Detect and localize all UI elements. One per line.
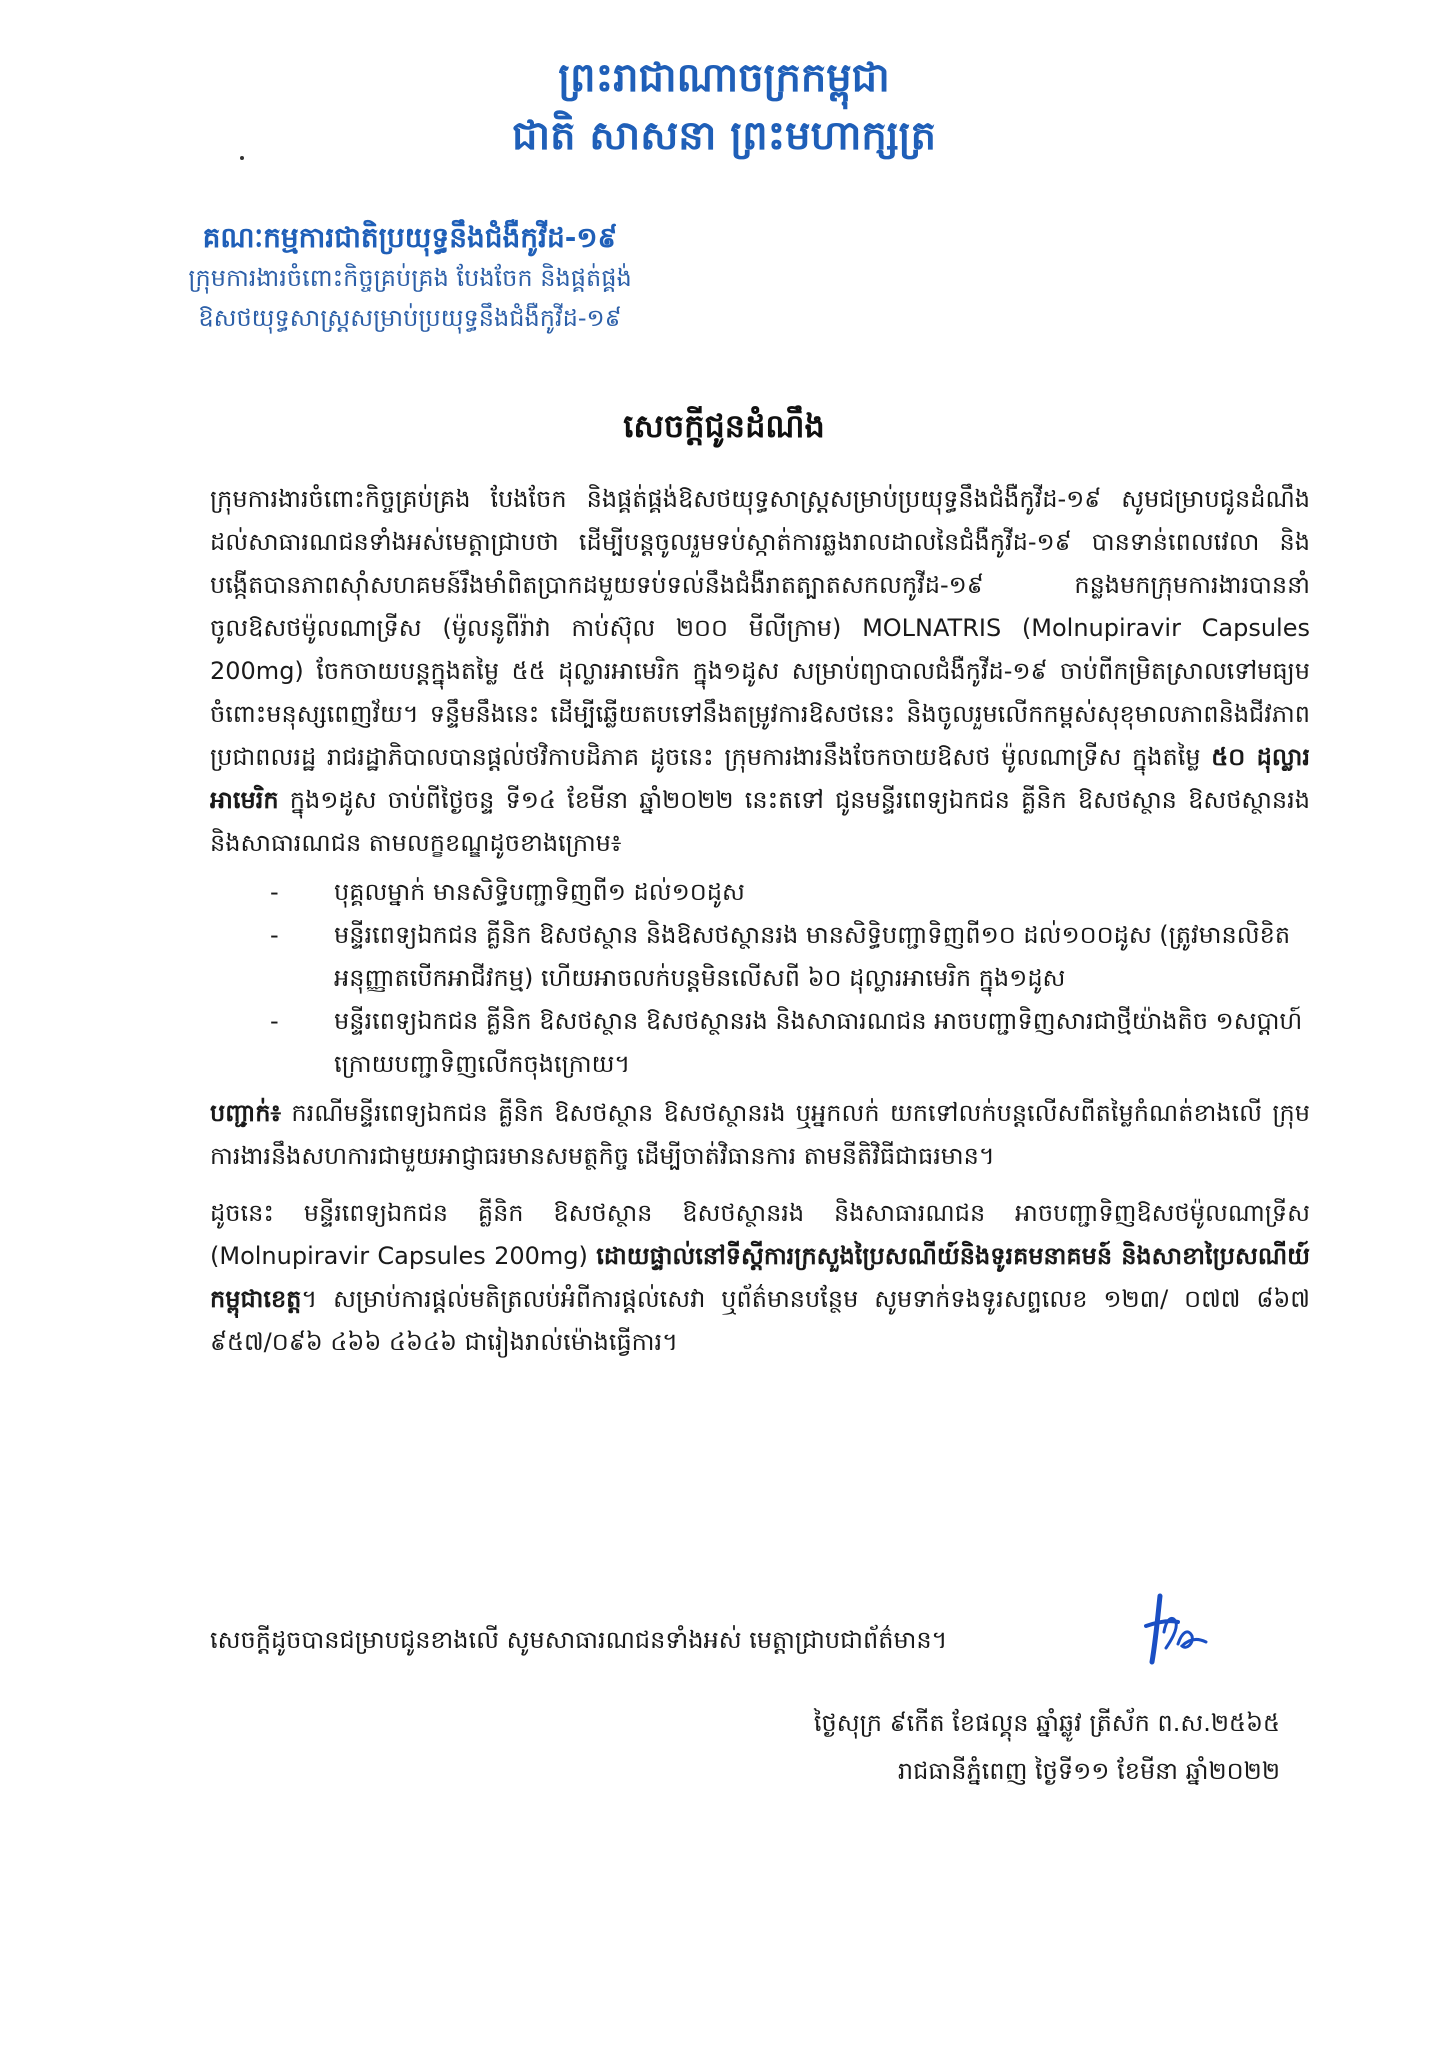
conditions-list <box>210 871 1310 1086</box>
ordering-text-part-1: ដូចនេះ មន្ទីរពេទ្យឯកជន គ្លីនិក ឱសថស្ថាន ឱសថស្ថានរង និងសាធារណជន អាចបញ្ជាទិញឱសថម៉ូលណាទ្រីស (Molnupiravir Capsules 200mg) <box>210 1199 1310 1270</box>
list-item <box>270 914 1310 1000</box>
dash-bullet: - <box>270 1007 279 1035</box>
solar-date: រាជធានីភ្នំពេញ ថ្ងៃទី១១ ខែមីនា ឆ្នាំ២០២២ <box>897 1757 1280 1785</box>
condition-text: មន្ទីរពេទ្យឯកជន គ្លីនិក ឱសថស្ថាន ឱសថស្ថានរង និងសាធារណជន អាចបញ្ជាទិញសារជាថ្មីយ៉ាងតិច ១សប្តាហ៍ក្រោយបញ្ជាទិញលើកចុងក្រោយ។ <box>334 1007 1303 1078</box>
closing-sentence: សេចក្តីដូចបានជម្រាបជូនខាងលើ សូមសាធារណជនទាំងអស់ មេត្តាជ្រាបជាព័ត៌មាន។ <box>210 1626 948 1654</box>
ordering-text-part-2: ។ សម្រាប់ការផ្តល់មតិត្រលប់អំពីការផ្តល់សេវា ឬព័ត៌មានបន្ថែម សូមទាក់ទងទូរសព្ទលេខ ១២៣/ ០៧៧ ៨៦៧ ៩៥៧/០៩៦ ៤៦៦ ៤៦៤៦ ជារៀងរាល់ម៉ោងធ្វើការ។ <box>210 1285 1310 1356</box>
price-highlight: ៥០ ដុល្លារ អាមេរិក <box>210 743 1310 814</box>
condition-text: មន្ទីរពេទ្យឯកជន គ្លីនិក ឱសថស្ថាន និងឱសថស្ថានរង មានសិទ្ធិបញ្ជាទិញពី១០ ដល់១០០ដូស (ត្រូវមានលិខិតអនុញ្ញាតបើកអាជីវកម្ម) ហើយអាចលក់បន្តមិនលើសពី ៦០ ដុល្លារអាមេរិក ក្នុង១ដូស <box>334 921 1291 992</box>
note-text: ករណីមន្ទីរពេទ្យឯកជន គ្លីនិក ឱសថស្ថាន ឱសថស្ថានរង ឬអ្នកលក់ យកទៅលក់បន្តលើសពីតម្លៃកំណត់ខាងលើ ក្រុមការងារនឹងសហការជាមួយអាជ្ញាធរមានសមត្ថកិច្ច ដើម្បីចាត់វិធានការ តាមនីតិវិធីជាធរមាន។ <box>210 1099 1310 1170</box>
working-group-line-1: ក្រុមការងារចំពោះកិច្ចគ្រប់គ្រង បែងចែក និងផ្គត់ផ្គង់ <box>188 264 632 292</box>
decorative-dot <box>240 156 244 160</box>
signature-mark <box>1142 1592 1212 1666</box>
ordering-location: ដោយផ្ទាល់នៅទីស្តីការក្រសួងប្រៃសណីយ៍និងទូរគមនាគមន៍ និងសាខាប្រៃសណីយ៍កម្ពុជាខេត្ត <box>210 1242 1310 1313</box>
working-group-line-2: ឱសថយុទ្ធសាស្ត្រសម្រាប់ប្រយុទ្ធនឹងជំងឺកូវីដ-១៩ <box>198 304 622 332</box>
dash-bullet: - <box>270 878 279 906</box>
kingdom-title: ព្រះរាជាណាចក្រកម្ពុជា <box>558 55 890 101</box>
document-body <box>210 478 1310 1364</box>
list-item <box>270 1000 1310 1086</box>
committee-block <box>130 218 690 338</box>
document-title: សេចក្តីជូនដំណឹង <box>623 407 825 445</box>
announcement-text-part-2: ក្នុង១ដូស ចាប់ពីថ្ងៃចន្ទ ទី១៤ ខែមីនា ឆ្នាំ២០២២ នេះតទៅ ជូនមន្ទីរពេទ្យឯកជន គ្លីនិក ឱសថស្ថាន ឱសថស្ថានរង និងសាធារណជន តាមលក្ខខណ្ឌដូចខាងក្រោម៖ <box>210 786 1310 857</box>
note-paragraph <box>210 1092 1310 1178</box>
note-label: បញ្ជាក់៖ <box>210 1099 282 1127</box>
list-item <box>270 871 1310 914</box>
announcement-text-part-1: ក្រុមការងារចំពោះកិច្ចគ្រប់គ្រង បែងចែក និងផ្គត់ផ្គង់ឱសថយុទ្ធសាស្ត្រសម្រាប់ប្រយុទ្ធនឹងជំងឺកូវីដ-១៩ សូមជម្រាបជូនដំណឹងដល់សាធារណជនទាំងអស់មេត្តាជ្រាបថា ដើម្បីបន្តចូលរួមទប់ស្កាត់ការឆ្លងរាលដាលនៃជំងឺកូវីដ-១៩ បានទាន់ពេលវេលា និងបង្កើតបានភាពស៊ាំសហគមន៍រឹងមាំពិតប្រាកដមួយទប់ទល់នឹងជំងឺរាតត្បាតសកលកូវីដ-១៩ កន្លងមកក្រុមការងារបាននាំចូលឱសថម៉ូលណាទ្រីស (ម៉ូលនូពីរ៉ាវា កាប់ស៊ុល ២០០ មីលីក្រាម) MOLNATRIS (Molnupiravir Capsules 200mg) ចែកចាយបន្តក្នុងតម្លៃ ៥៥ ដុល្លារអាមេរិក ក្នុង១ដូស សម្រាប់ព្យាបាលជំងឺកូវីដ-១៩ ចាប់ពីកម្រិតស្រាលទៅមធ្យម ចំពោះមនុស្សពេញវ័យ។ ទន្ទឹមនឹងនេះ ដើម្បីឆ្លើយតបទៅនឹងតម្រូវការឱសថនេះ និងចូលរួមលើកកម្ពស់សុខុមាលភាពនិងជីវភាពប្រជាពលរដ្ឋ រាជរដ្ឋាភិបាលបានផ្តល់ថវិកាបដិភាគ ដូចនេះ ក្រុមការងារនឹងចែកចាយឱសថ ម៉ូលណាទ្រីស ក្នុងតម្លៃ <box>210 485 1310 771</box>
committee-name: គណៈកម្មការជាតិប្រយុទ្ធនឹងជំងឺកូវីដ-១៩ <box>202 221 618 254</box>
national-motto: ជាតិ សាសនា ព្រះមហាក្សត្រ <box>512 113 936 159</box>
dash-bullet: - <box>270 921 279 949</box>
paragraph-ordering <box>210 1192 1310 1364</box>
paragraph-announcement <box>210 478 1310 865</box>
condition-text: បុគ្គលម្នាក់ មានសិទ្ធិបញ្ជាទិញពី១ ដល់១០ដូស <box>334 878 745 906</box>
lunar-date: ថ្ងៃសុក្រ ៩កើត ខែផល្គុន ឆ្នាំឆ្លូវ ត្រីស័ក ព.ស.២៥៦៥ <box>813 1709 1280 1737</box>
